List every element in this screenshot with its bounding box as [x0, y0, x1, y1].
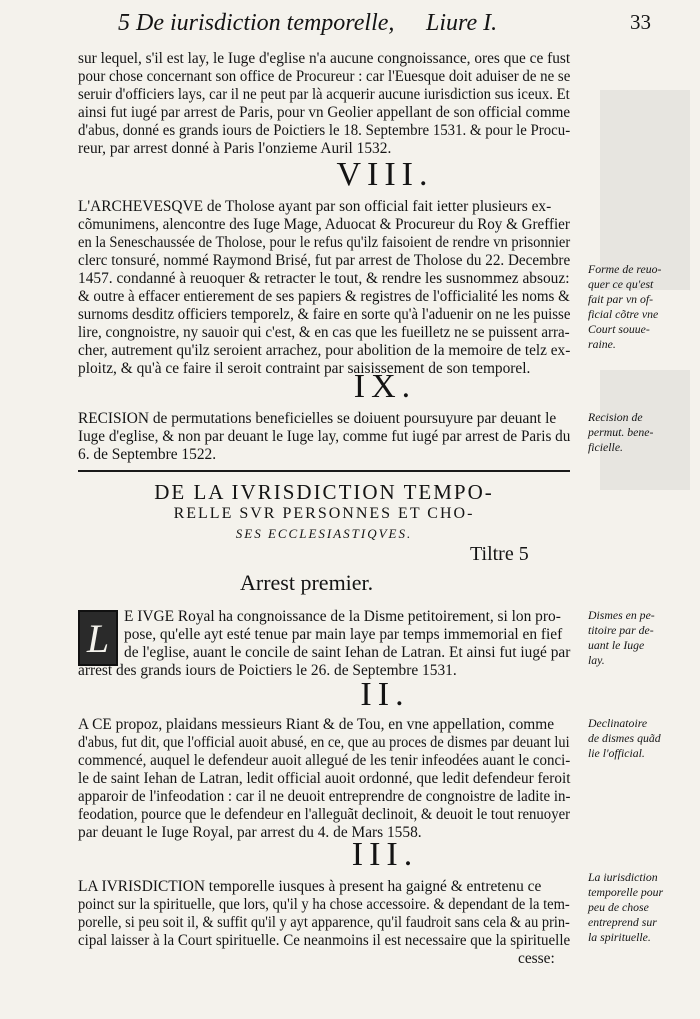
section-rule [78, 470, 570, 472]
title-line: DE LA IVRISDICTION TEMPO- [154, 480, 494, 504]
text-line: par deuant le Iuge Royal, par arrest du 4. de Mars 1558. [78, 824, 422, 841]
text-line: lire, congnoistre, ny sauoir qui c'est, & en cas que les fueilletz ne se puissent arra- [78, 324, 570, 341]
text-line: clerc tonsuré, nommé Raymond Brisé, fut par arrest de Tholose du 22. Decembre [78, 252, 571, 269]
margin-note-ii: Declinatoire de dismes quãd lie l'official. [588, 716, 661, 760]
margin-note-iii: La iurisdiction temporelle pour peu de chose entreprend sur la spirituelle. [588, 870, 664, 944]
text-line: de l'eglise, auant le concile de saint Iehan de Latran. Et ainsi fut iugé par [124, 644, 571, 661]
text-line: ploitz, & qu'à ce faire il seroit contraint par saisissement de son temporel. [78, 360, 531, 377]
text-line: le de saint Iehan de Latran, ledit official auoit ordonné, que ledit defendeur feroit [78, 770, 571, 787]
section-heading-ix: IX. [353, 368, 417, 405]
margin-note-arrest: Dismes en pe- titoire par de- uant le Iuge lay. [588, 608, 655, 667]
text-line: reur, par arrest donné à Paris l'onzieme Auril 1532. [78, 140, 392, 157]
text-line: & outre à effacer entierement de ses papiers & registres de l'officialité les noms & [78, 288, 570, 305]
text-line: commencé, auquel le defendeur auoit allegué de les tenir infeodées auant le conci- [78, 752, 571, 769]
text-line: cõmunimens, alencontre des Iuge Mage, Aduocat & Procureur du Roy & Greffier [78, 216, 570, 233]
bleed-through-shadow [600, 90, 690, 290]
text-line: Iuge d'eglise, & non par deuant le Iuge lay, comme fut iugé par arrest de Paris du [78, 428, 571, 445]
arrest-heading: Arrest premier. [240, 570, 374, 595]
text-column [78, 0, 570, 1019]
text-line: d'abus, fut dit, que l'official auoit abusé, en ce, que au proces de dismes par deuant lui [78, 734, 570, 751]
text-line: pour chose concernant son office de Procureur : car l'Euesque doit aduiser de ne se [78, 68, 571, 85]
text-line: ainsi fut iugé par arrest de Paris, pour vn Geolier appellant de son official comme [78, 104, 571, 121]
page-number: 33 [630, 10, 651, 34]
text-line: poinct sur la spirituelle, que lors, qu'il y ha chose accessoire. & dependant de la tem- [78, 896, 570, 913]
text-line: RECISION de permutations beneficielles se doiuent poursuyure par deuant le [78, 410, 557, 427]
text-line: 6. de Septembre 1522. [78, 446, 217, 463]
text-line: LA IVRISDICTION temporelle iusques à present ha gaigné & entretenu ce [78, 878, 542, 895]
text-line: surnoms desditz officiers temporelz, & faire en sorte qu'à l'aduenir on ne les puisse [78, 306, 571, 323]
text-line: porelle, si peu soit il, & suffit qu'il y ayt apparence, qu'il faudroit sans cela & au prin- [78, 914, 570, 931]
text-line: sur lequel, s'il est lay, le Iuge d'eglise n'a aucune congnoissance, ores que ce fust [78, 50, 571, 67]
section-heading-iii: III. [351, 836, 419, 873]
title-line: SES ECCLESIASTIQVES. [235, 526, 413, 541]
title-line: RELLE SVR PERSONNES ET CHO- [173, 505, 475, 522]
section-heading-viii: VIII. [336, 156, 434, 193]
text-line: d'abus, donné es grands iours de Poictiers le 18. Septembre 1531. & pour le Procu- [78, 122, 571, 139]
text-line: seruir d'officiers lays, car il ne peut par là acquerir aucune iurisdiction sus iceux. Et [78, 86, 570, 103]
text-line: en la Seneschaussée de Tholose, pour le refus qu'ilz faisoient de rendre vn prisonnier [78, 234, 571, 251]
text-line: cipal laisser à la Court spirituelle. Ce neanmoins il est necessaire que la spirituelle [78, 932, 571, 949]
text-line: apparoir de l'infeodation : car il ne deuoit entreprendre de congnoistre de ladite in- [78, 788, 571, 805]
text-line: A CE propoz, plaidans messieurs Riant & de Tou, en vne appellation, comme [78, 716, 555, 733]
title-number: Tiltre 5 [470, 543, 529, 565]
book-number: Liure I. [426, 10, 498, 36]
drop-cap: L [78, 610, 118, 666]
text-line: 1457. condanné à reuoquer & retracter le tout, & rendre les susnommez absouz: [78, 270, 570, 287]
text-line: E IVGE Royal ha congnoissance de la Disme petitoirement, si lon pro- [124, 608, 561, 625]
running-head: 5 De iurisdiction temporelle, [118, 10, 395, 36]
margin-note-ix: Recision de permut. bene- ficielle. [588, 410, 654, 454]
text-line: arrest des grands iours de Poictiers le 26. de Septembre 1531. [78, 662, 457, 679]
text-line: pose, qu'elle ayt esté tenue par main laye par temps immemorial en fief [124, 626, 563, 643]
margin-note-viii: Forme de reuo- quer ce qu'est fait par vn of- ficial cõtre vne Court souue- raine. [588, 262, 662, 351]
section-heading-ii: II. [360, 676, 410, 713]
text-line: L'ARCHEVESQVE de Tholose ayant par son official fait ietter plusieurs ex- [78, 198, 552, 215]
text-line: cher, autrement qu'ilz seroient arrachez, pour abolition de la memoire de telz ex- [78, 342, 571, 359]
text-line: feodation, pource que le defendeur en l'alleguãt declinoit, & deuoit le tout renuoyer [78, 806, 571, 823]
catchword: cesse: [518, 950, 555, 967]
